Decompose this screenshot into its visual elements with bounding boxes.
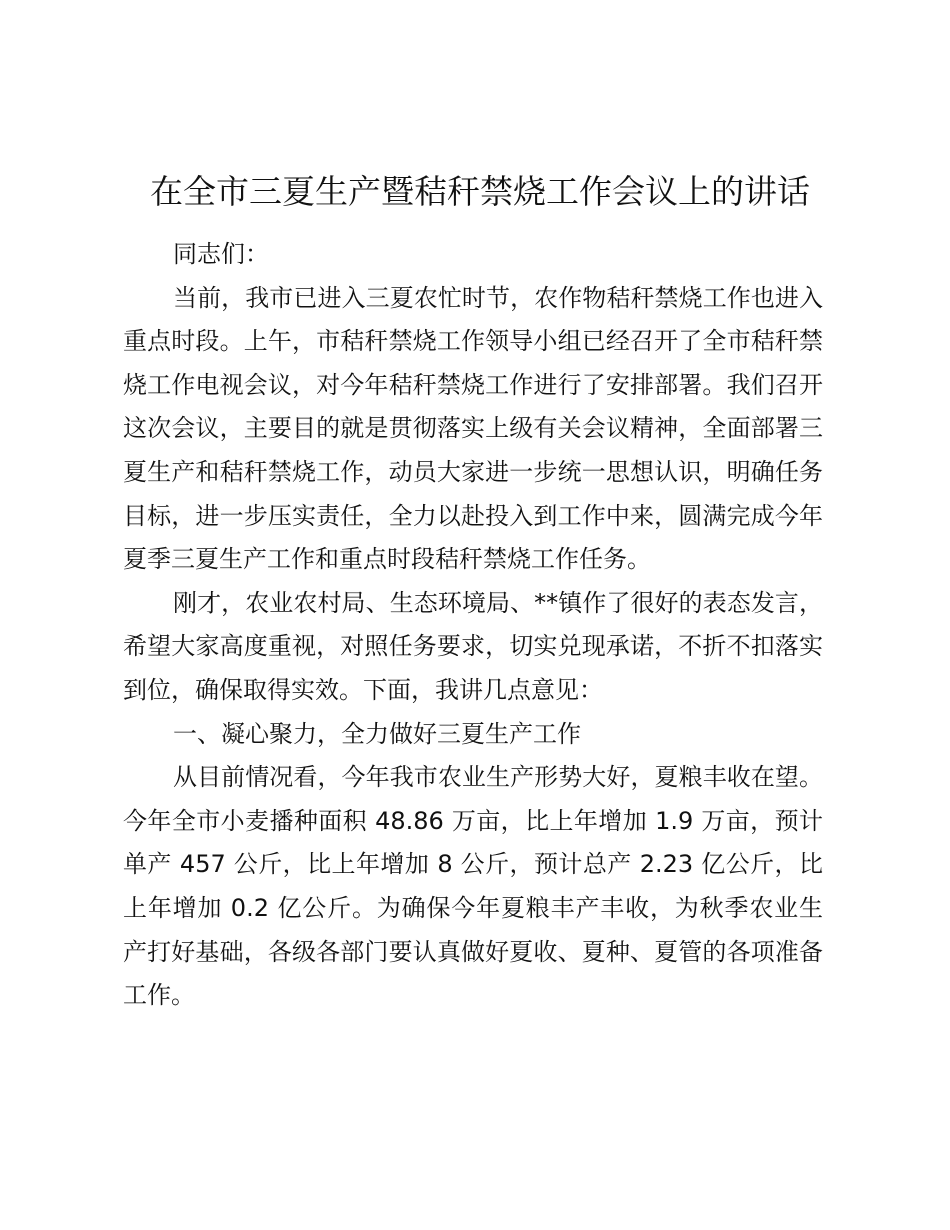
paragraph-intro: 当前，我市已进入三夏农忙时节，农作物秸秆禁烧工作也进入重点时段。上午，市秸秆禁烧工作领导小组已经召开了全市秸秆禁烧工作电视会议，对今年秸秆禁烧工作进行了安排部署。我们召开这次会议，主要目的就是贯彻落实上级有关会议精神，全面部署三夏生产和秸秆禁烧工作，动员大家进一步统一思想认识，明确任务目标，进一步压实责任，全力以赴投入到工作中来，圆满完成今年夏季三夏生产工作和重点时段秸秆禁烧工作任务。 <box>123 283 823 574</box>
document-title: 在全市三夏生产暨秸秆禁烧工作会议上的讲话 <box>150 172 810 211</box>
paragraph-situation: 从目前情况看，今年我市农业生产形势大好，夏粮丰收在望。今年全市小麦播种面积 48.86 万亩，比上年增加 1.9 万亩，预计单产 457 公斤，比上年增加 8 公斤，预计总产 2.23 亿公斤，比上年增加 0.2 亿公斤。为确保今年夏粮丰产丰收，为秋季农业生产打好基础，各级各部门要认真做好夏收、夏种、夏管的各项准备工作。 <box>123 763 823 1010</box>
document-body <box>123 233 823 1018</box>
paragraph-remarks: 刚才，农业农村局、生态环境局、**镇作了很好的表态发言，希望大家高度重视，对照任务要求，切实兑现承诺，不折不扣落实到位，确保取得实效。下面，我讲几点意见： <box>123 588 823 704</box>
salutation: 同志们： <box>173 240 269 268</box>
section-heading: 一、凝心聚力，全力做好三夏生产工作 <box>173 719 581 748</box>
